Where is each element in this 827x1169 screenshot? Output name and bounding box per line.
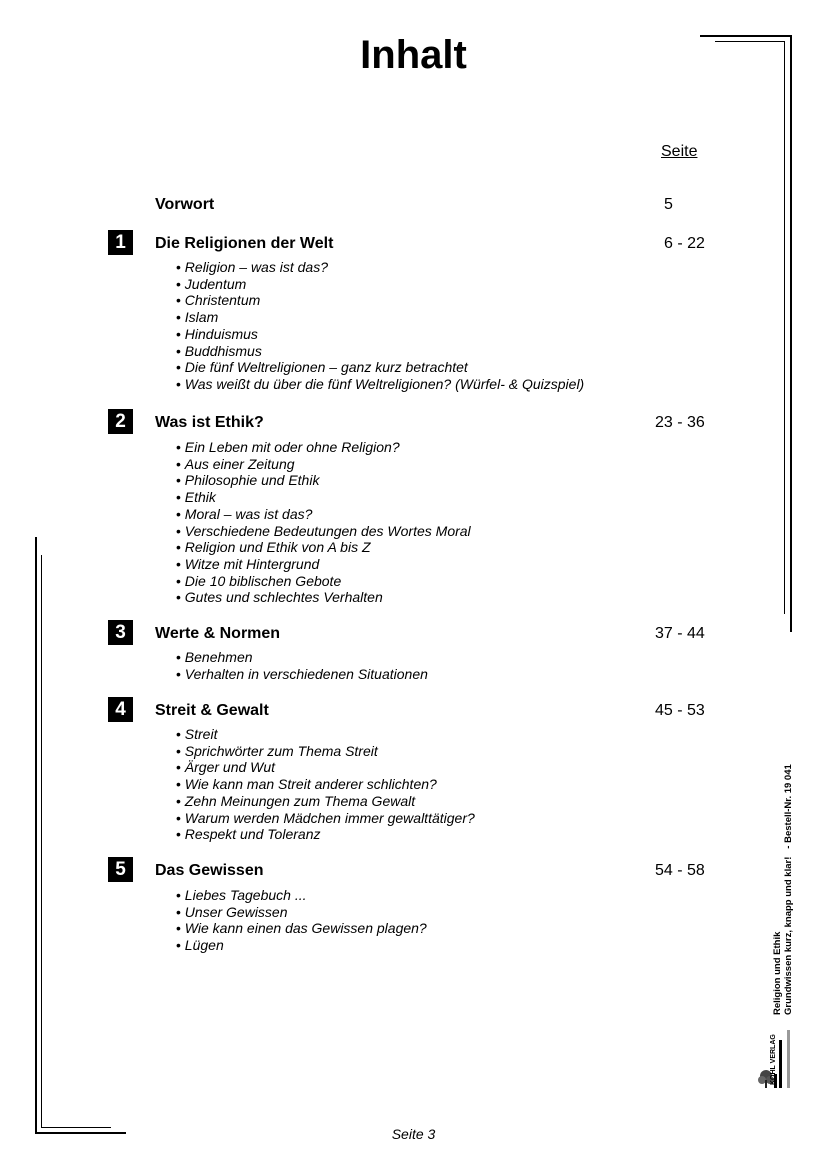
list-item: • Die 10 biblischen Gebote bbox=[176, 573, 471, 590]
toc-page-vorwort: 5 bbox=[664, 196, 673, 213]
toc-entry-vorwort: Vorwort bbox=[155, 196, 215, 213]
list-item: • Verhalten in verschiedenen Situationen bbox=[176, 666, 428, 683]
list-item: • Sprichwörter zum Thema Streit bbox=[176, 743, 475, 760]
logo-text: KOHL VERLAG bbox=[770, 1034, 777, 1085]
list-item: • Christentum bbox=[176, 292, 584, 309]
list-item: • Benehmen bbox=[176, 649, 428, 666]
section-pages: 37 - 44 bbox=[655, 625, 705, 642]
section-pages: 23 - 36 bbox=[655, 414, 705, 431]
order-number: - Bestell-Nr. 19 041 bbox=[783, 764, 794, 849]
list-item: • Was weißt du über die fünf Weltreligionen? (Würfel- & Quizspiel) bbox=[176, 376, 584, 393]
book-title: Religion und Ethik bbox=[772, 931, 783, 1015]
list-item: • Die fünf Weltreligionen – ganz kurz betrachtet bbox=[176, 359, 584, 376]
list-item: • Gutes und schlechtes Verhalten bbox=[176, 589, 471, 606]
section-number-badge: 3 bbox=[108, 620, 133, 645]
list-item: • Zehn Meinungen zum Thema Gewalt bbox=[176, 793, 475, 810]
list-item: • Verschiedene Bedeutungen des Wortes Moral bbox=[176, 523, 471, 540]
list-item: • Witze mit Hintergrund bbox=[176, 556, 471, 573]
list-item: • Hinduismus bbox=[176, 326, 584, 343]
list-item: • Religion – was ist das? bbox=[176, 259, 584, 276]
section-item-list bbox=[176, 649, 428, 682]
section-item-list bbox=[176, 439, 471, 606]
list-item: • Judentum bbox=[176, 276, 584, 293]
section-number-badge: 4 bbox=[108, 697, 133, 722]
section-title: Das Gewissen bbox=[155, 862, 264, 879]
list-item: • Warum werden Mädchen immer gewalttätiger? bbox=[176, 810, 475, 827]
section-title: Werte & Normen bbox=[155, 625, 281, 642]
section-title: Streit & Gewalt bbox=[155, 702, 269, 719]
list-item: • Streit bbox=[176, 726, 475, 743]
section-pages: 45 - 53 bbox=[655, 702, 705, 719]
frame-line bbox=[790, 35, 792, 632]
section-number-badge: 1 bbox=[108, 230, 133, 255]
list-item: • Ein Leben mit oder ohne Religion? bbox=[176, 439, 471, 456]
list-item: • Liebes Tagebuch ... bbox=[176, 887, 427, 904]
list-item: • Wie kann einen das Gewissen plagen? bbox=[176, 920, 427, 937]
page-title: Inhalt bbox=[360, 33, 467, 77]
list-item: • Ärger und Wut bbox=[176, 759, 475, 776]
section-pages: 54 - 58 bbox=[655, 862, 705, 879]
list-item: • Aus einer Zeitung bbox=[176, 456, 471, 473]
list-item: • Islam bbox=[176, 309, 584, 326]
frame-line bbox=[784, 41, 785, 614]
book-subtitle: Grundwissen kurz, knapp und klar! bbox=[783, 856, 794, 1015]
page-number-footer: Seite 3 bbox=[391, 1126, 436, 1142]
list-item: • Wie kann man Streit anderer schlichten? bbox=[176, 776, 475, 793]
section-number-badge: 5 bbox=[108, 857, 133, 882]
list-item: • Religion und Ethik von A bis Z bbox=[176, 539, 471, 556]
list-item: • Respekt und Toleranz bbox=[176, 826, 475, 843]
list-item: • Moral – was ist das? bbox=[176, 506, 471, 523]
section-item-list bbox=[176, 887, 427, 954]
publisher-sidebar bbox=[772, 764, 812, 1015]
list-item: • Philosophie und Ethik bbox=[176, 472, 471, 489]
frame-line bbox=[35, 537, 37, 1134]
section-title: Die Religionen der Welt bbox=[155, 235, 334, 252]
list-item: • Lügen bbox=[176, 937, 427, 954]
section-item-list bbox=[176, 726, 475, 843]
page-column-header: Seite bbox=[661, 143, 698, 160]
section-pages: 6 - 22 bbox=[664, 235, 705, 252]
frame-line bbox=[41, 555, 42, 1128]
list-item: • Unser Gewissen bbox=[176, 904, 427, 921]
book-subtitle-order bbox=[783, 764, 794, 1015]
list-item: • Buddhismus bbox=[176, 343, 584, 360]
list-item: • Ethik bbox=[176, 489, 471, 506]
section-item-list bbox=[176, 259, 584, 393]
section-number-badge: 2 bbox=[108, 409, 133, 434]
section-title: Was ist Ethik? bbox=[155, 414, 264, 431]
